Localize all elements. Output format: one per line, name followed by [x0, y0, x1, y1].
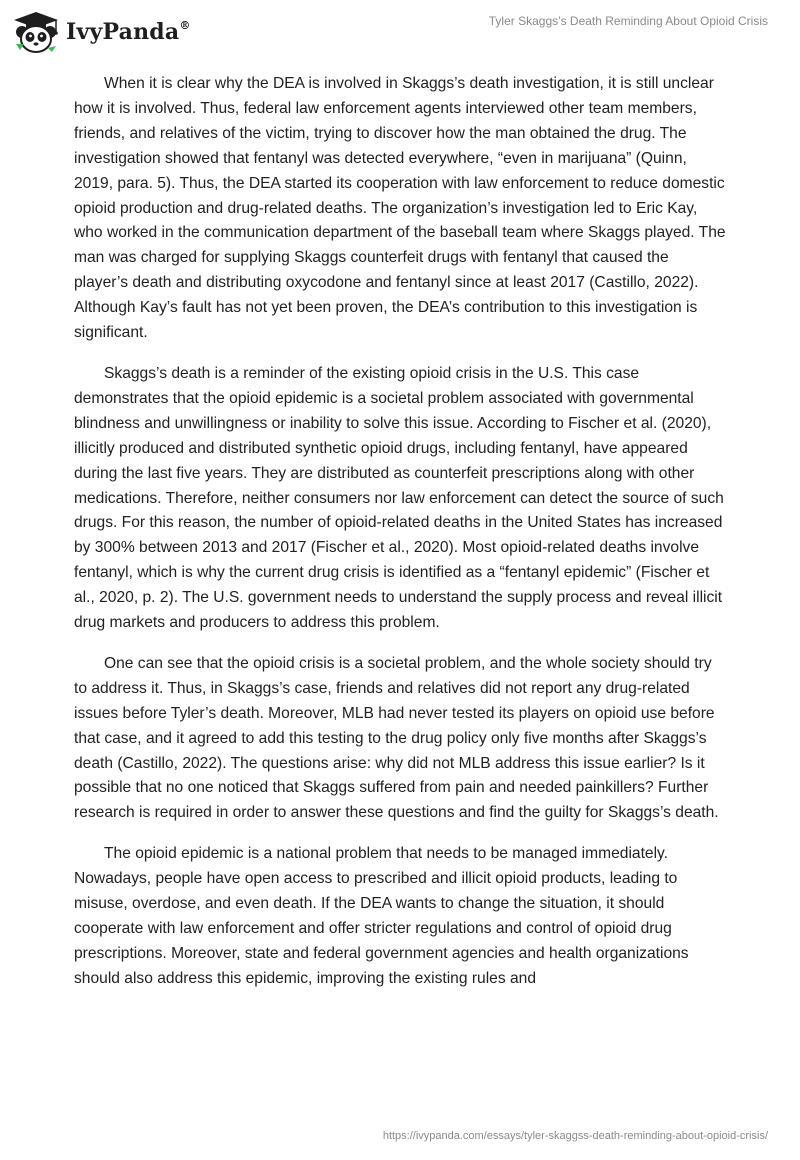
brand-logo[interactable]	[12, 10, 191, 54]
essay-paragraph: One can see that the opioid crisis is a societal problem, and the whole society should try to address it. Thus, in Skaggs’s case, friends and relatives did not report any drug-related issues before Tyler’s death. Moreover, MLB had never tested its players on opioid use before that case, and it agreed to add this testing to the drug policy only five months after Skaggs’s death (Castillo, 2022). The questions arise: why did not MLB address this issue earlier? Is it possible that no one noticed that Skaggs suffered from pain and needed painkillers? Further research is required in order to answer these questions and find the guilty for Skaggs’s death.	[74, 654, 719, 822]
brand-name: IvyPanda®	[66, 18, 191, 45]
essay-body	[74, 72, 726, 1008]
document-title: Tyler Skaggs’s Death Reminding About Opioid Crisis	[488, 14, 768, 28]
essay-paragraph: Skaggs’s death is a reminder of the existing opioid crisis in the U.S. This case demonstrates that the opioid epidemic is a societal problem associated with governmental blindness and unwillingness or inability to solve this issue. According to Fischer et al. (2020), illicitly produced and distributed synthetic opioid drugs, including fentanyl, have appeared during the last five years. They are distributed as counterfeit prescriptions along with other medications. Therefore, neither consumers nor law enforcement can detect the source of such drugs. For this reason, the number of opioid-related deaths in the United States has increased by 300% between 2013 and 2017 (Fischer et al., 2020). Most opioid-related deaths involve fentanyl, which is why the current drug crisis is identified as a “fentanyl epidemic” (Fischer et al., 2020, p. 2). The U.S. government needs to understand the supply process and reveal illicit drug markets and producers to address this problem.	[74, 364, 724, 632]
page-header	[0, 0, 800, 60]
essay-paragraph: When it is clear why the DEA is involved in Skaggs’s death investigation, it is still unclear how it is involved. Thus, federal law enforcement agents interviewed other team members, friends, and relatives of the victim, trying to discover how the man obtained the drug. The investigation showed that fentanyl was detected everywhere, “even in marijuana” (Quinn, 2019, para. 5). Thus, the DEA started its cooperation with law enforcement to reduce domestic opioid production and drug-related deaths. The organization’s investigation led to Eric Kay, who worked in the communication department of the baseball team where Skaggs played. The man was charged for supplying Skaggs counterfeit drugs with fentanyl that caused the player’s death and distributing oxycodone and fentanyl since at least 2017 (Castillo, 2022). Although Kay’s fault has not yet been proven, the DEA’s contribution to this investigation is significant.	[74, 75, 726, 342]
source-url[interactable]: https://ivypanda.com/essays/tyler-skaggss-death-reminding-about-opioid-crisis/	[382, 1130, 768, 1142]
panda-graduate-icon	[12, 10, 60, 54]
essay-paragraph: The opioid epidemic is a national problem that needs to be managed immediately. Nowadays, people have open access to prescribed and illicit opioid products, leading to misuse, overdose, and even death. If the DEA wants to change the situation, it should cooperate with law enforcement and offer stricter regulations and control of opioid drug prescriptions. Moreover, state and federal government agencies and health organizations should also address this epidemic, improving the existing rules and	[74, 845, 689, 987]
